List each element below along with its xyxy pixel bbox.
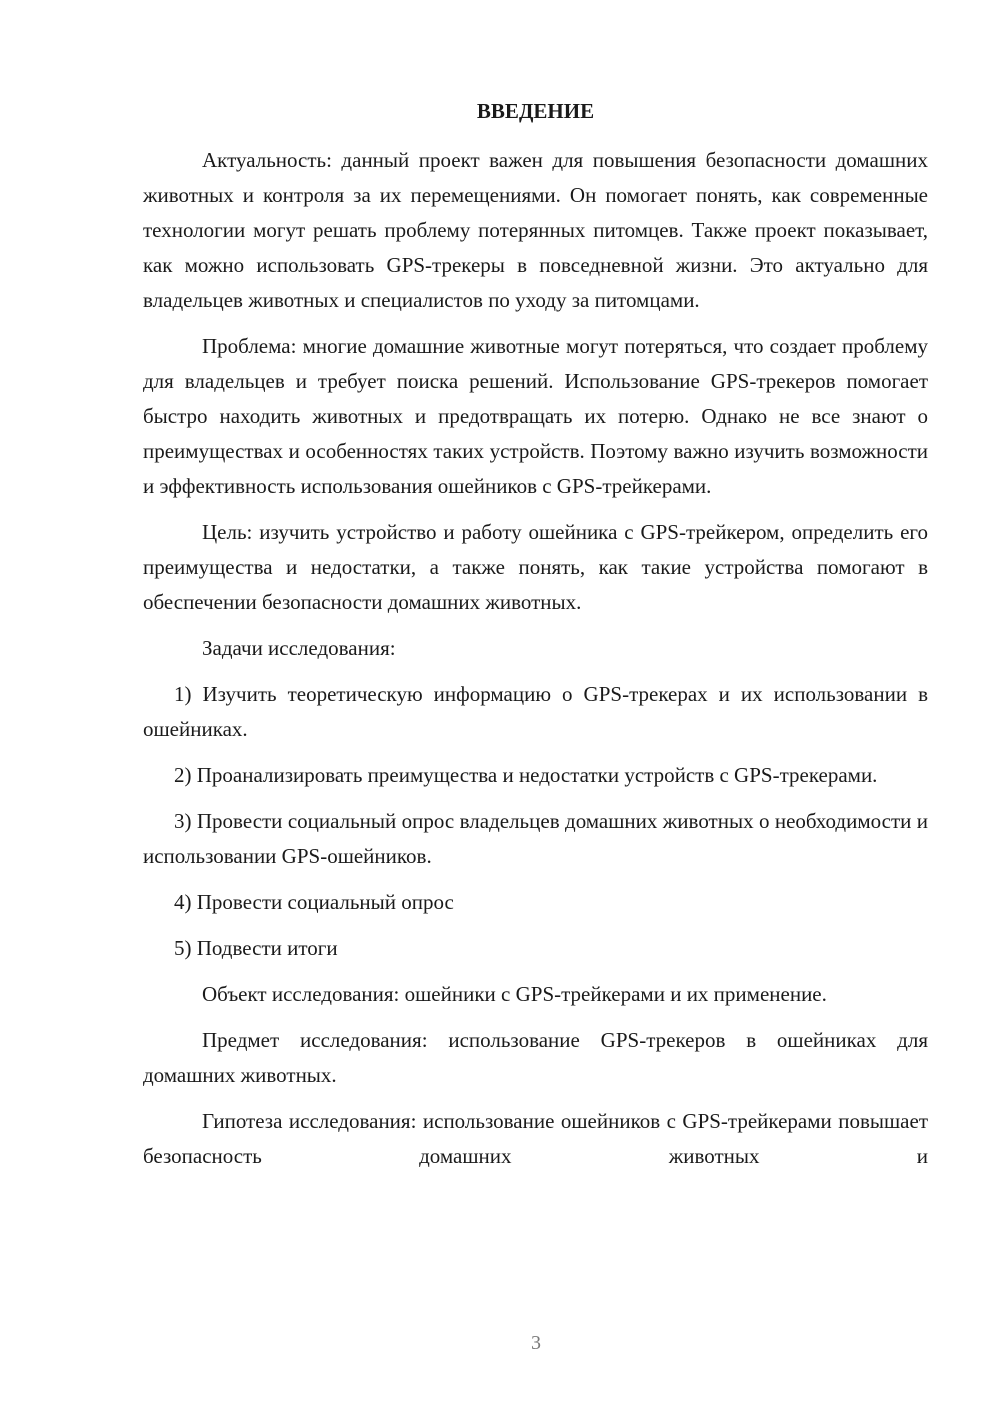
list-item-task-2: 2) Проанализировать преимущества и недостатки устройств с GPS-трекерами.	[174, 763, 878, 787]
page-number: 3	[531, 1332, 541, 1354]
paragraph-tasks-heading: Задачи исследования:	[202, 636, 396, 660]
list-item-task-5: 5) Подвести итоги	[174, 936, 338, 960]
paragraph-goal: Цель: изучить устройство и работу ошейника с GPS-трейкером, определить его преимущества и недостатки, а также понять, как такие устройства помогают в обеспечении безопасности домашних животных.	[143, 520, 928, 614]
list-item-task-1: 1) Изучить теоретическую информацию о GPS-трекерах и их использовании в ошейниках.	[143, 682, 928, 741]
paragraph-hypothesis: Гипотеза исследования: использование ошейников с GPS-трейкерами повышает безопасность домашних животных и	[143, 1109, 928, 1168]
paragraph-relevance: Актуальность: данный проект важен для повышения безопасности домашних животных и контроля за их перемещениями. Он помогает понять, как современные технологии могут решать проблему потерянных питомцев. Также проект показывает, как можно использовать GPS-трекеры в повседневной жизни. Это актуально для владельцев животных и специалистов по уходу за питомцами.	[143, 148, 928, 312]
document-body	[143, 143, 928, 1185]
list-item-task-4: 4) Провести социальный опрос	[174, 890, 454, 914]
paragraph-object: Объект исследования: ошейники с GPS-трейкерами и их применение.	[202, 982, 827, 1006]
list-item-task-3: 3) Провести социальный опрос владельцев домашних животных о необходимости и использовании GPS-ошейников.	[143, 809, 928, 868]
page-title: ВВЕДЕНИЕ	[476, 99, 595, 123]
paragraph-subject: Предмет исследования: использование GPS-трекеров в ошейниках для домашних животных.	[143, 1028, 928, 1087]
paragraph-problem: Проблема: многие домашние животные могут потеряться, что создает проблему для владельцев и требует поиска решений. Использование GPS-трекеров помогает быстро находить животных и предотвращать их потерю. Однако не все знают о преимуществах и особенностях таких устройств. Поэтому важно изучить возможности и эффективность использования ошейников с GPS-трейкерами.	[143, 334, 928, 498]
